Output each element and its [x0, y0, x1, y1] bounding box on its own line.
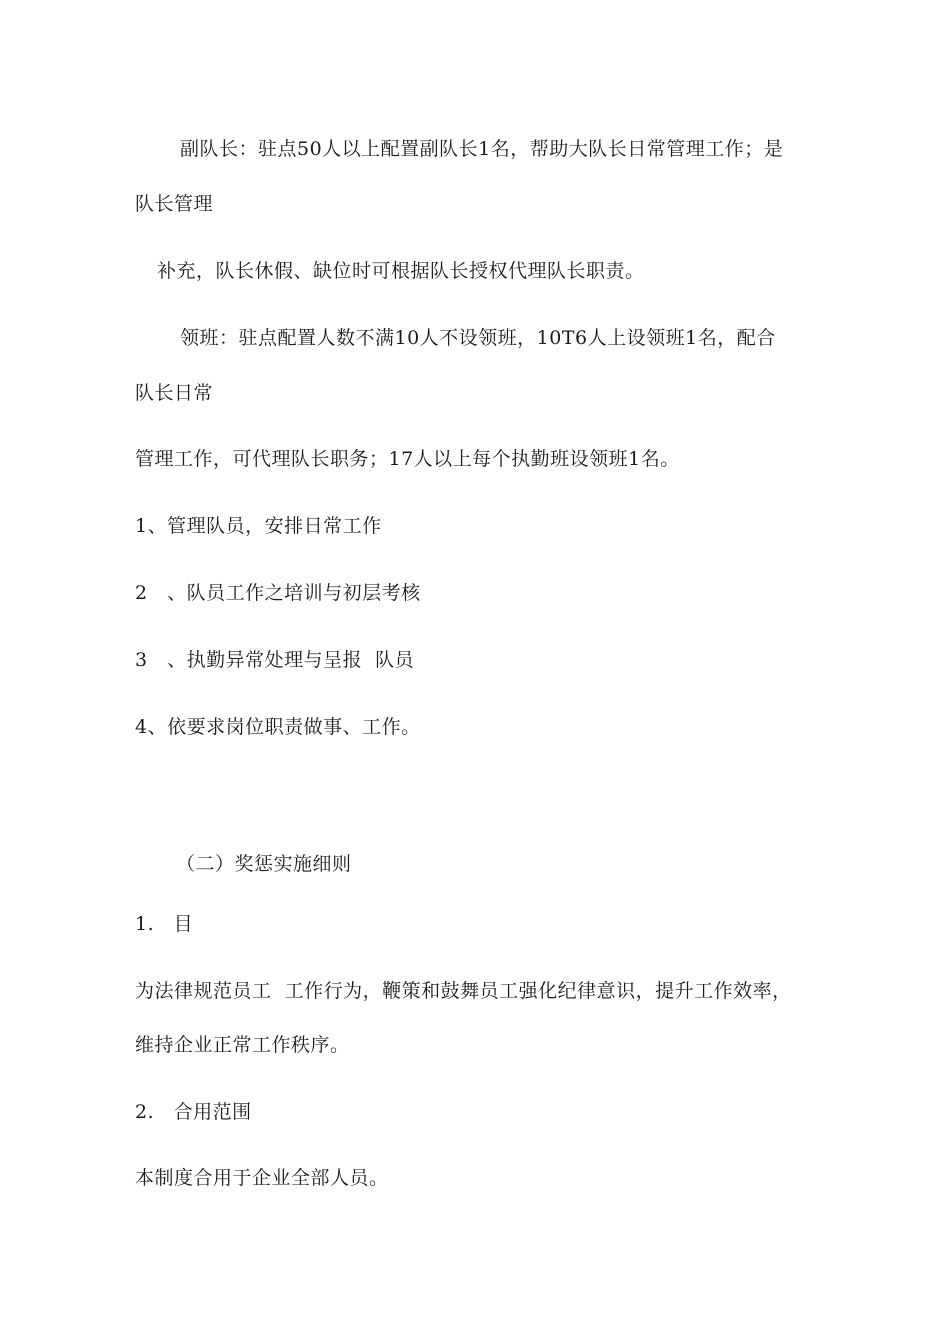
paragraph-shift-leader-duties: 管理工作，可代理队长职务；17人以上每个执勤班设领班1名。: [135, 448, 680, 470]
list-item-3: 3 、执勤异常处理与呈报 队员: [135, 649, 415, 671]
paragraph-purpose: 为法律规范员工 工作行为，鞭策和鼓舞员工强化纪律意识，提升工作效率，: [135, 980, 792, 1002]
paragraph-deputy-captain: 副队长：驻点50人以上配置副队长1名，帮助大队长日常管理工作；是: [180, 138, 784, 160]
subheading-scope: 2. 合用范围: [135, 1101, 252, 1123]
paragraph-purpose-cont: 维持企业正常工作秩序。: [135, 1034, 350, 1056]
subheading-purpose: 1. 目: [135, 913, 194, 935]
paragraph-deputy-captain-supplement: 补充，队长休假、缺位时可根据队长授权代理队长职责。: [157, 260, 645, 282]
section-heading-rewards: （二）奖惩实施细则: [176, 853, 352, 875]
paragraph-scope: 本制度合用于企业全部人员。: [135, 1167, 389, 1189]
list-item-2: 2 、队员工作之培训与初层考核: [135, 582, 421, 604]
paragraph-shift-leader: 领班：驻点配置人数不满10人不设领班，10T6人上设领班1名，配合: [180, 327, 776, 349]
paragraph-deputy-captain-cont: 队长管理: [135, 193, 214, 215]
paragraph-shift-leader-cont: 队长日常: [135, 382, 214, 404]
list-item-4: 4、依要求岗位职责做事、工作。: [135, 716, 421, 738]
list-item-1: 1、管理队员，安排日常工作: [135, 515, 382, 537]
